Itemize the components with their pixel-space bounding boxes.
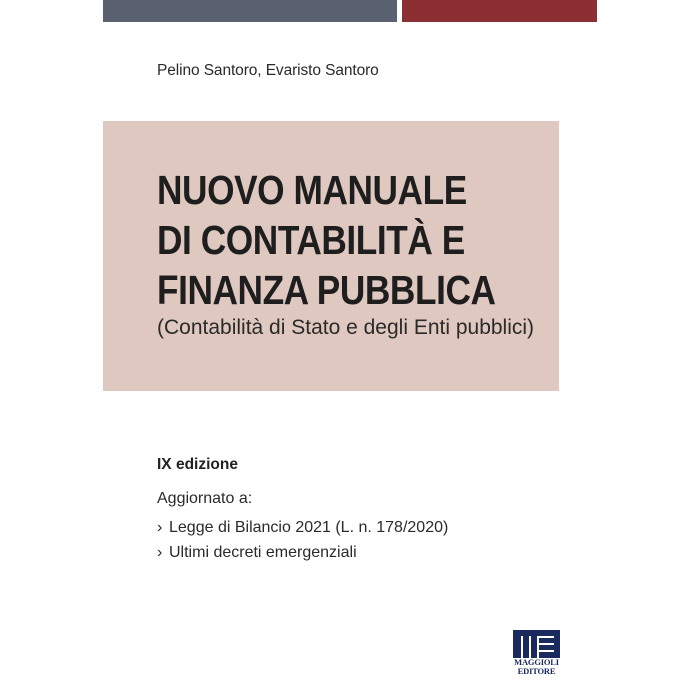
chevron-right-icon: › (157, 544, 163, 561)
title-line-1: NUOVO MANUALE (157, 167, 467, 213)
update-item-text: Ultimi decreti emergenziali (169, 544, 357, 561)
list-item (157, 540, 448, 565)
top-band-grey (103, 0, 397, 22)
publisher-name-line2: EDITORE (517, 666, 556, 676)
book-title (157, 165, 496, 315)
title-line-3: FINANZA PUBBLICA (157, 267, 496, 313)
updated-label: Aggiornato a: (157, 490, 253, 507)
updates-list (157, 515, 448, 565)
publisher-logo-icon (513, 630, 560, 658)
list-item (157, 515, 448, 540)
authors: Pelino Santoro, Evaristo Santoro (157, 62, 379, 79)
title-line-2: DI CONTABILITÀ E (157, 217, 465, 263)
publisher-logo (513, 630, 560, 676)
update-item-text: Legge di Bilancio 2021 (L. n. 178/2020) (169, 519, 449, 536)
edition: IX edizione (157, 456, 238, 473)
publisher-name-line1: MAGGIOLI (514, 657, 559, 667)
top-band-red (402, 0, 597, 22)
chevron-right-icon: › (157, 519, 163, 536)
title-box (103, 121, 559, 391)
book-subtitle: (Contabilità di Stato e degli Enti pubblici) (157, 316, 535, 339)
